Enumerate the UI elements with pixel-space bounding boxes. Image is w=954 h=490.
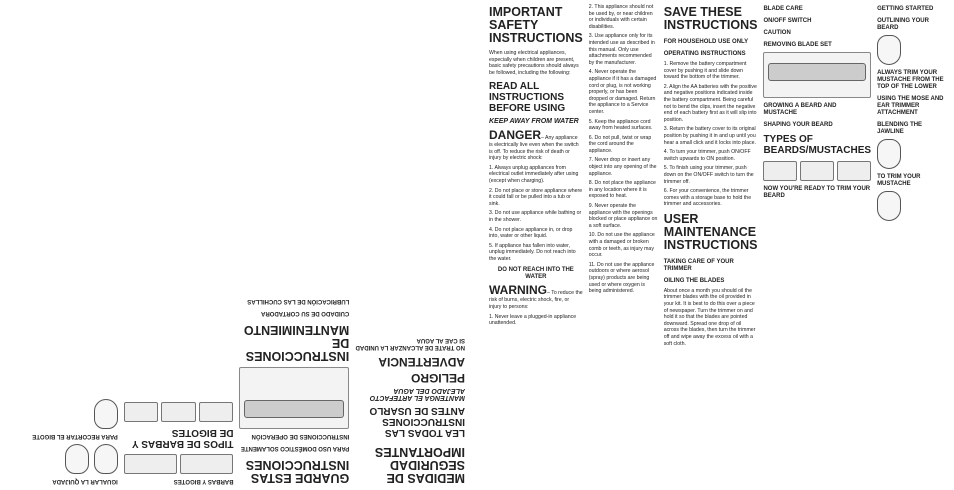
shaping-title: SHAPING YOUR BEARD	[763, 122, 833, 128]
oil-text: About once a month you should oil the trimmer blades with the oil provided in your kit. It is best to do this over a piece of newspaper. Turn the trimmer on and hold it so that the blades are pointed downward. Spread one drop of oil across the blades, then turn the trimmer off and wipe away the excess oil with a soft cloth.	[663, 287, 756, 347]
caution-title: CAUTION	[763, 30, 791, 36]
warning-item-2: 2. This appliance should not be used by, or near children or individuals with certain disabilities.	[588, 4, 654, 30]
warning-item-11: 11. Do not use the appliance outdoors or where aerosol (spray) products are being used or where oxygen is being administered.	[588, 261, 655, 295]
cuidado-title: CUIDADO DE SU CORTADORA	[261, 310, 350, 316]
op-item-1: 1. Remove the battery compartment cover by pushing it and slide down toward the bottom of the trimmer.	[663, 61, 747, 81]
getting-started-title: GETTING STARTED	[877, 6, 934, 12]
outline-pictures	[877, 35, 946, 65]
english-col-3	[664, 4, 758, 486]
op-item-3: 3. Return the battery cover to its original position by pushing it in and up until you hear a small click and it locks into place.	[663, 126, 756, 146]
oiling-title: OILING THE BLADES	[663, 277, 725, 284]
peligro-title: PELIGRO	[410, 370, 465, 385]
danger-item-5: 5. If appliance has fallen into water, unplug immediately. Do not reach into the water.	[489, 242, 576, 262]
domestico-note: PARA USO DOMÉSTICO SOLAMENTE	[240, 445, 350, 451]
trimmer-illustration	[240, 367, 350, 429]
no-tratar-note: NO TRATE DE ALCANZAR LA UNIDAD SI CAE AL AGUA	[355, 336, 465, 350]
warning-item-3: 3. Use appliance only for its intended use as described in this manual. Only use attachments recommended by the manufacturer.	[588, 33, 655, 66]
maint-title: USER MAINTENANCE INSTRUCTIONS	[663, 211, 758, 252]
op-item-2: 2. Align the AA batteries with the positive and negative positions indicated inside the battery compartment. Being careful not to bend the clips, insert the negative end of each battery first as it will slip into position.	[663, 83, 757, 123]
mustache-pictures	[8, 399, 118, 429]
care-title: TAKING CARE OF YOUR TRIMMER	[663, 258, 734, 272]
beard-types-pictures	[763, 161, 871, 181]
danger-paragraph	[489, 129, 583, 162]
removing-title: REMOVING BLADE SET	[763, 42, 832, 48]
danger-text: – Any appliance is electrically live even when the switch is off. To reduce the risk of death or injury by electric shock:	[489, 134, 579, 162]
spanish-col-3	[124, 4, 234, 486]
safety-title: IMPORTANT SAFETY INSTRUCTIONS	[489, 5, 583, 45]
advertencia-title: ADVERTENCIA	[378, 354, 465, 369]
onoff-title: ON/OFF SWITCH	[763, 18, 812, 24]
jaw-pictures	[8, 444, 118, 474]
tipos-title: TIPOS DE BARBAS Y DE BIGOTES	[132, 427, 234, 449]
mustache-pictures	[877, 191, 946, 221]
guarde-title: GUARDE ESTAS INSTRUCCIONES	[245, 458, 350, 485]
recortar-title: PARA RECORTAR EL BIGOTE	[32, 433, 118, 439]
warning-item-5: 5. Keep the appliance cord away from heated surfaces.	[588, 118, 653, 132]
igualar-title: IGUALAR LA QUIJADA	[52, 478, 118, 484]
spanish-col-2	[240, 4, 350, 486]
danger-item-3: 3. Do not use appliance while bathing or in the shower.	[489, 210, 582, 223]
english-col-5	[877, 4, 946, 486]
blade-set-illustration	[763, 52, 871, 98]
household-note: FOR HOUSEHOLD USE ONLY	[663, 39, 749, 45]
ready-title: NOW YOU'RE READY TO TRIM YOUR BEARD	[763, 186, 871, 199]
warning-item-9: 9. Never operate the appliance with the openings blocked or place appliance on a soft surface.	[588, 203, 658, 229]
danger-item-1: 1. Always unplug appliances from electrical outlet immediately after using (except when charging).	[489, 164, 579, 184]
keep-away-title: KEEP AWAY FROM WATER	[489, 118, 579, 126]
instr-op-title: INSTRUCCIONES DE OPERACIÓN	[251, 433, 350, 439]
mustache-title: TO TRIM YOUR MUSTACHE	[877, 174, 921, 187]
op-item-5: 5. To finish using your trimmer, push down on the ON/OFF switch to turn the trimmer off.	[663, 165, 754, 185]
read-all-title: READ ALL INSTRUCTIONS BEFORE USING	[489, 81, 566, 115]
medidas-title: MEDIDAS DE SEGURIDAD IMPORTANTES	[374, 445, 465, 485]
warning-item-10: 10. Do not use the appliance with a damaged or broken comb or teeth, as injury may occur.	[588, 232, 655, 259]
warning-item-4: 4. Never operate the appliance if it has a damaged cord or plug, is not working properly, or has been dropped or damaged. Return the appliance to a Service center.	[588, 69, 657, 115]
blending-title: BLENDING THE JAWLINE	[877, 122, 923, 135]
english-col-2	[589, 4, 658, 486]
english-col-4	[763, 4, 871, 486]
always-note: ALWAYS TRIM YOUR MUSTACHE FROM THE TOP OF THE LOWER	[877, 70, 944, 90]
lubricacion-title: LUBRICACIÓN DE LAS CUCHILLAS	[247, 298, 350, 304]
spanish-col-1	[355, 4, 465, 486]
save-title: SAVE THESE INSTRUCTIONS	[663, 5, 758, 32]
barbas-title: BARBAS Y BIGOTES	[173, 478, 234, 484]
warning-item-7: 7. Never drop or insert any object into any opening of the appliance.	[588, 157, 657, 177]
danger-item-4: 4. Do not place appliance in, or drop into, water or other liquid.	[489, 226, 573, 240]
warning-label: WARNING	[489, 283, 547, 298]
lea-title: LEA TODAS LAS INSTRUCCIONES ANTES DE USARLO	[369, 405, 465, 438]
do-not-reach-note: DO NOT REACH INTO THE WATER	[497, 267, 574, 281]
using-attachment-title: USING THE MOSE AND EAR TRIMMER ATTACHMENT	[877, 96, 944, 116]
english-section	[477, 0, 954, 490]
jaw-pictures	[877, 139, 946, 169]
danger-label: DANGER	[489, 127, 542, 142]
safety-intro: When using electrical appliances, especially when children are present, basic safety precautions should always be followed, including the following:	[489, 50, 579, 76]
op-title: OPERATING INSTRUCTIONS	[663, 51, 746, 57]
warning-item-6: 6. Do not pull, twist or wrap the cord around the appliance.	[588, 134, 652, 154]
english-col-1	[489, 4, 583, 486]
warning-text: – To reduce the risk of burns, electric shock, fire, or injury to persons:	[489, 290, 583, 311]
op-item-4: 4. To turn your trimmer, push ON/OFF switch upwards to ON position.	[663, 149, 751, 162]
op-item-6: 6. For your convenience, the trimmer comes with a storage base to hold the trimmer and accessories.	[663, 188, 752, 208]
types-title: TYPES OF BEARDS/MUSTACHES	[763, 134, 872, 156]
warning-item-1: 1. Never leave a plugged-in appliance unattended.	[489, 313, 577, 327]
beard-types-pictures	[124, 402, 234, 422]
outlining-title: OUTLINING YOUR BEARD	[877, 18, 929, 31]
instr-mant-title: INSTRUCCIONES DE MANTENIMIENTO	[243, 323, 350, 363]
beard-pictures	[124, 454, 234, 474]
warning-item-8: 8. Do not place the appliance in any location where it is exposed to heat.	[588, 180, 656, 200]
danger-item-2: 2. Do not place or store appliance where it could fall or be pulled into a tub or sink.	[489, 187, 583, 207]
mantenga-title: MANTENGA EL ARTEFACTO ALEJADO DEL AGUA	[369, 387, 465, 401]
spanish-col-4	[8, 4, 118, 486]
blade-care-title: BLADE CARE	[763, 6, 803, 12]
warning-paragraph	[489, 284, 583, 310]
growing-title: GROWING A BEARD AND MUSTACHE	[763, 103, 837, 116]
